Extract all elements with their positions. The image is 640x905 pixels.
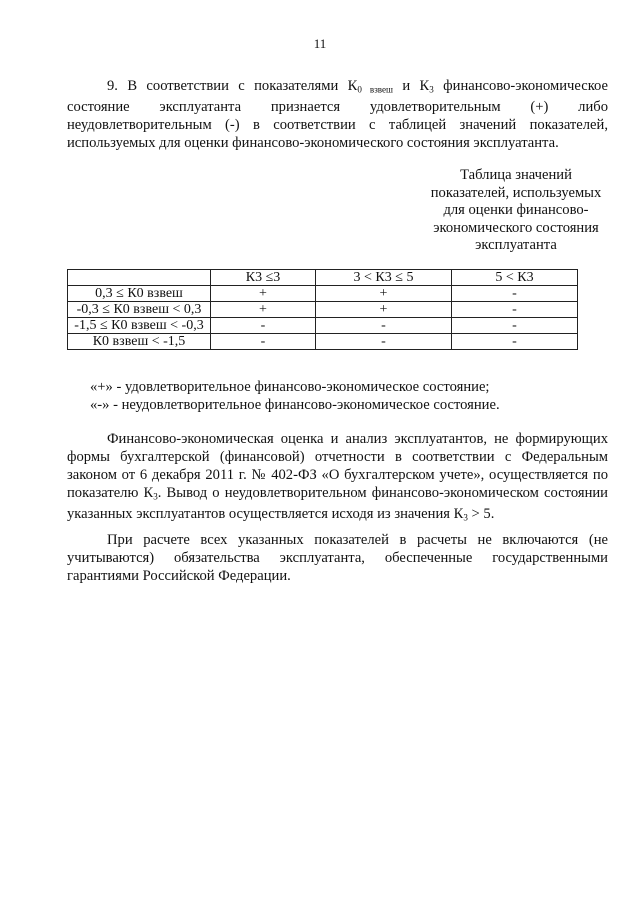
- caption-line: показателей, используемых: [430, 184, 602, 201]
- table-cell: +: [316, 302, 452, 318]
- row-label: -0,3 ≤ К0 взвеш < 0,3: [68, 302, 211, 318]
- k3-subscript: 3: [463, 512, 468, 523]
- table-cell: -: [452, 302, 578, 318]
- table-cell: -: [452, 318, 578, 334]
- k0-subscript: 0 взвеш: [357, 84, 393, 95]
- row-label: 0,3 ≤ К0 взвеш: [68, 286, 211, 302]
- table-cell: -: [316, 318, 452, 334]
- paragraph-assessment-text: Финансово-экономическая оценка и анализ эксплуатантов, не формирующих формы бухгалтерской (финансовой) отчетности в соответствии с Федеральным законом от 6 декабря 2011 г. № 402-ФЗ «О бухгалтерском учете», осуществляется по показателю К: [67, 431, 608, 501]
- table-caption: [396, 167, 636, 255]
- table-row: [68, 302, 578, 318]
- paragraph-assessment: [67, 430, 608, 527]
- k3-subscript: 3: [153, 491, 158, 502]
- table-row: [68, 286, 578, 302]
- table-row: [68, 334, 578, 350]
- row-label: -1,5 ≤ К0 взвеш < -0,3: [68, 318, 211, 334]
- paragraph-9-lead: 9. В соответствии с показателями К: [107, 78, 358, 94]
- table-cell: +: [211, 302, 316, 318]
- page-number: 11: [313, 36, 327, 51]
- header-cell: [68, 270, 211, 286]
- header-cell: 5 < К3: [452, 270, 578, 286]
- paragraph-exclusion: При расчете всех указанных показателей в расчеты не включаются (не учитываются) обязательства эксплуатанта, обеспеченные государственными гарантиями Российской Федерации.: [67, 532, 608, 584]
- table-header-row: [68, 270, 578, 286]
- table-cell: -: [316, 334, 452, 350]
- table-cell: -: [211, 318, 316, 334]
- table-cell: -: [211, 334, 316, 350]
- paragraph-9-mid: и К: [392, 78, 430, 94]
- paragraph-assessment-mid: . Вывод о неудовлетворительном финансово-экономическом состоянии указанных эксплуатантов осуществляется исходя из значения К: [67, 485, 608, 523]
- caption-line: для оценки финансово-: [443, 202, 589, 218]
- paragraph-9: [67, 77, 608, 152]
- header-cell: К3 ≤3: [211, 270, 316, 286]
- header-cell: 3 < К3 ≤ 5: [316, 270, 452, 286]
- caption-line: эксплуатанта: [475, 237, 557, 253]
- table-cell: +: [211, 286, 316, 302]
- caption-line: Таблица значений: [460, 167, 572, 183]
- caption-line: экономического состояния: [433, 219, 599, 236]
- indicator-table: [67, 269, 578, 350]
- legend-minus: «-» - неудовлетворительное финансово-экономическое состояние.: [90, 397, 500, 413]
- row-label: К0 взвеш < -1,5: [68, 334, 211, 350]
- table-row: [68, 318, 578, 334]
- table-cell: -: [452, 286, 578, 302]
- k3-subscript: 3: [429, 84, 434, 95]
- table-cell: +: [316, 286, 452, 302]
- table-cell: -: [452, 334, 578, 350]
- legend-plus: «+» - удовлетворительное финансово-экономическое состояние;: [90, 379, 490, 395]
- paragraph-assessment-end: > 5.: [467, 506, 495, 523]
- paragraph-9-rest: финансово-экономическое состояние эксплуатанта признается удовлетворительным (+) либо неудовлетворительным (-) в соответствии с таблицей значений показателей, используемых для оценки финансово-экономического состояния эксплуатанта.: [67, 78, 609, 152]
